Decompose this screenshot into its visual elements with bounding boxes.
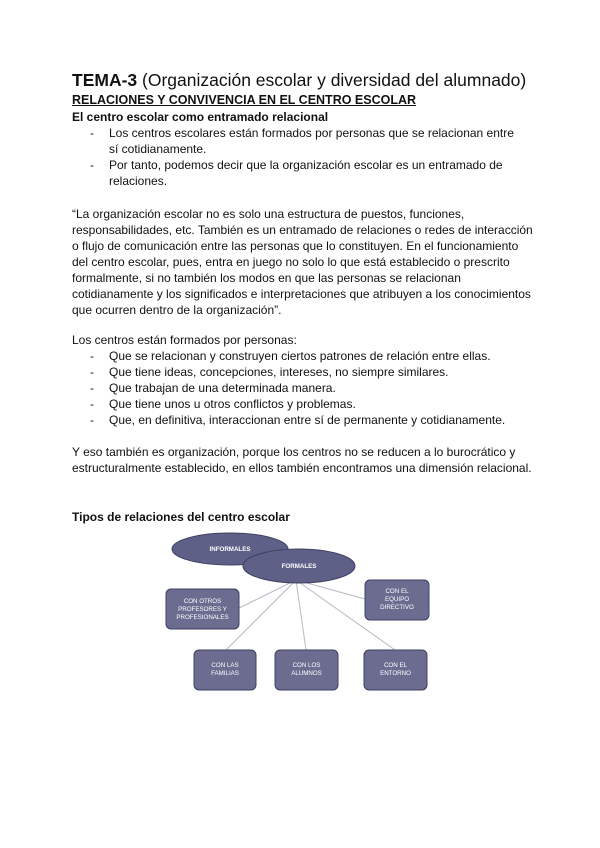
list-item: - Por tanto, podemos decir que la organización escolar es un entramado de relaciones. [72, 157, 522, 189]
box-otros-line1: CON OTROS [183, 598, 222, 605]
section-heading: RELACIONES Y CONVIVENCIA EN EL CENTRO ESCOLAR [72, 93, 417, 107]
quote-paragraph: “La organización escolar no es solo una estructura de puestos, funciones, responsabilidades, etc. También es un entramado de relaciones o redes de interacción o flujo de comunicación entre las personas que lo constituyen. En el funcionamiento del centro escolar, pues, entra en juego no solo lo que está establecido o prescrito formalmente, si no también los modos en que las personas se relacionan cotidianamente y los significados e interpretaciones que atribuyen a los conocimientos que ocurren dentro de la organización”. [72, 207, 533, 317]
people-intro: Los centros están formados por personas: [72, 333, 297, 347]
list-item: - Que se relacionan y construyen ciertos patrones de relación entre ellas. [72, 348, 505, 364]
connector-alumnos [296, 580, 306, 650]
subheading: El centro escolar como entramado relacional [72, 110, 329, 124]
box-alumnos-line1: CON LOS [292, 662, 321, 669]
box-familias-line1: CON LAS [211, 662, 239, 669]
box-equipo-line3: DIRECTIVO [380, 604, 414, 611]
box-alumnos-line2: ALUMNOS [291, 670, 322, 677]
box-familias-line2: FAMILIAS [211, 670, 239, 677]
label-informales: INFORMALES [209, 546, 251, 553]
title-bold: TEMA-3 [72, 70, 138, 90]
closing-paragraph: Y eso también es organización, porque los centros no se reducen a lo burocrático y estructuralmente establecido, en ellos también encontramos una dimensión relacional. [72, 445, 532, 475]
box-otros-line2: PROFESORES Y [178, 606, 227, 613]
list-item: - Que tiene unos u otros conflictos y problemas. [72, 396, 505, 412]
box-equipo-line2: EQUIPO [384, 596, 410, 603]
box-equipo-line1: CON EL [385, 588, 409, 595]
list-item: - Que, en definitiva, interaccionan entre sí de permanente y cotidianamente. [72, 412, 505, 428]
list-item: - Que trabajan de una determinada manera. [72, 380, 505, 396]
title-subtitle: (Organización escolar y diversidad del alumnado) [137, 70, 527, 90]
label-formales: FORMALES [281, 563, 317, 570]
list-item: - Que tiene ideas, concepciones, intereses, no siempre similares. [72, 364, 505, 380]
diagram-heading: Tipos de relaciones del centro escolar [72, 510, 290, 524]
list-item: - Los centros escolares están formados por personas que se relacionan entre sí cotidianamente. [72, 125, 522, 157]
box-otros-line3: PROFESIONALES [176, 614, 229, 621]
box-entorno-line2: ENTORNO [380, 670, 411, 677]
box-entorno-line1: CON EL [383, 662, 408, 669]
connector-otros [239, 580, 296, 608]
